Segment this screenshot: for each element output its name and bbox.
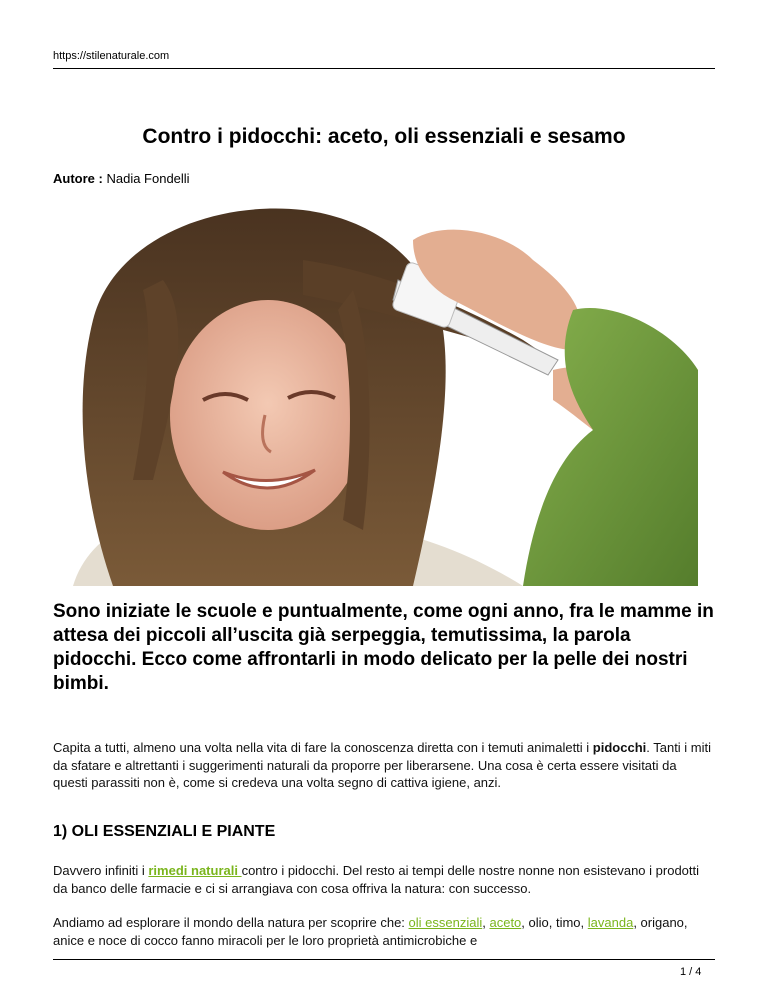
oli-essenziali-link[interactable]: oli essenziali <box>408 915 483 930</box>
author-name: Nadia Fondelli <box>106 171 190 186</box>
p3-text-b: , olio, timo, <box>521 915 588 930</box>
article-photo <box>53 200 698 586</box>
lavanda-link[interactable]: lavanda <box>587 915 634 930</box>
section-heading: 1) OLI ESSENZIALI E PIANTE <box>53 823 276 840</box>
article-lead: Sono iniziate le scuole e puntualmente, come ogni anno, fra le mamme in attesa dei piccoli all’uscita già serpeggia, temutissima, la parola pidocchi. Ecco come affrontarli in modo delicato per la pelle dei nostri bimbi. <box>53 601 714 694</box>
author-line <box>53 171 190 186</box>
header-rule <box>53 68 715 69</box>
p3-text-c: , origano, anice e noce di cocco fanno miracoli per le loro proprietà antimicrobiche e <box>53 915 688 948</box>
aceto-link[interactable]: aceto <box>489 915 522 930</box>
author-label: Autore : <box>53 171 103 186</box>
footer-rule <box>53 959 715 960</box>
rimedi-naturali-link[interactable]: rimedi naturali <box>148 863 242 878</box>
p1-text-a: Capita a tutti, almeno una volta nella vita di fare la conoscenza diretta con i temuti animaletti i <box>53 740 593 755</box>
p1-bold: pidocchi <box>592 740 647 755</box>
paragraph-intro <box>53 739 713 792</box>
paragraph-nature <box>53 914 713 949</box>
paragraph-remedies <box>53 862 713 897</box>
site-url: https://stilenaturale.com <box>53 50 170 62</box>
page-title: Contro i pidocchi: aceto, oli essenziali e sesamo <box>142 125 626 148</box>
p2-text-a: Davvero infiniti i <box>53 863 149 878</box>
p3-sep: , <box>482 915 490 930</box>
p2-text-b: contro i pidocchi. Del resto ai tempi delle nostre nonne non esistevano i prodotti da banco delle farmacie e ci si arrangiava con cosa offriva la natura: con successo. <box>53 863 700 896</box>
p1-text-b: . Tanti i miti da sfatare e altrettanti i suggerimenti naturali da proporre per liberarsene. Una cosa è certa essere visitati da questi parassiti non è, come si credeva una volta segno di cattiva igiene, anzi. <box>53 740 712 790</box>
p3-text-a: Andiamo ad esplorare il mondo della natura per scoprire che: <box>53 915 409 930</box>
page-number: 1 / 4 <box>680 966 702 978</box>
